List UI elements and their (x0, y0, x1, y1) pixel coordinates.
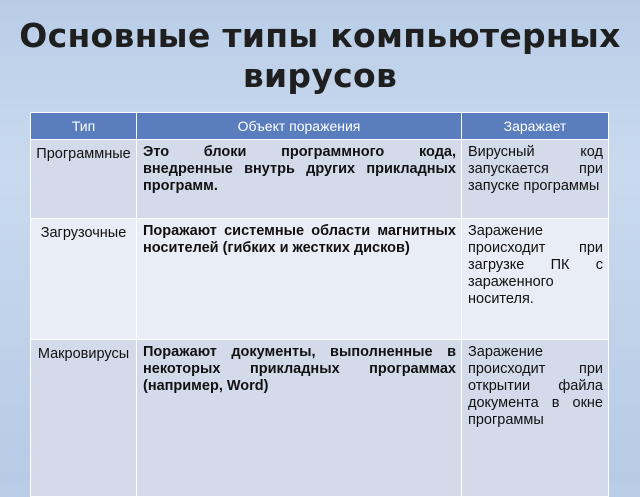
cell-type-text: Программные (36, 146, 131, 162)
header-infects: Заражает (462, 113, 609, 140)
header-target: Объект поражения (137, 113, 462, 140)
table-row (31, 219, 609, 340)
cell-type (31, 219, 137, 340)
cell-target: Это блоки программного кода, внедренные внутрь других прикладных программ. (137, 140, 462, 219)
cell-infects: Заражение происходит при открытии файла документа в окне программы (462, 340, 609, 497)
cell-target: Поражают документы, выполненные в некоторых прикладных программах (например, Word) (137, 340, 462, 497)
header-type: Тип (31, 113, 137, 140)
virus-types-table (30, 112, 609, 497)
cell-type (31, 340, 137, 497)
cell-type-text: Загрузочные (40, 225, 127, 241)
cell-infects: Заражение происходит при загрузке ПК с зараженного носителя. (462, 219, 609, 340)
slide-title: Основные типы компьютерных вирусов (19, 16, 621, 95)
cell-target: Поражают системные области магнитных носителей (гибких и жестких дисков) (137, 219, 462, 340)
cell-infects: Вирусный код запускается при запуске программы (462, 140, 609, 219)
cell-type (31, 140, 137, 219)
cell-type-text: Макровирусы (37, 346, 130, 362)
table-header-row (31, 113, 609, 140)
table-row (31, 340, 609, 497)
table-row (31, 140, 609, 219)
